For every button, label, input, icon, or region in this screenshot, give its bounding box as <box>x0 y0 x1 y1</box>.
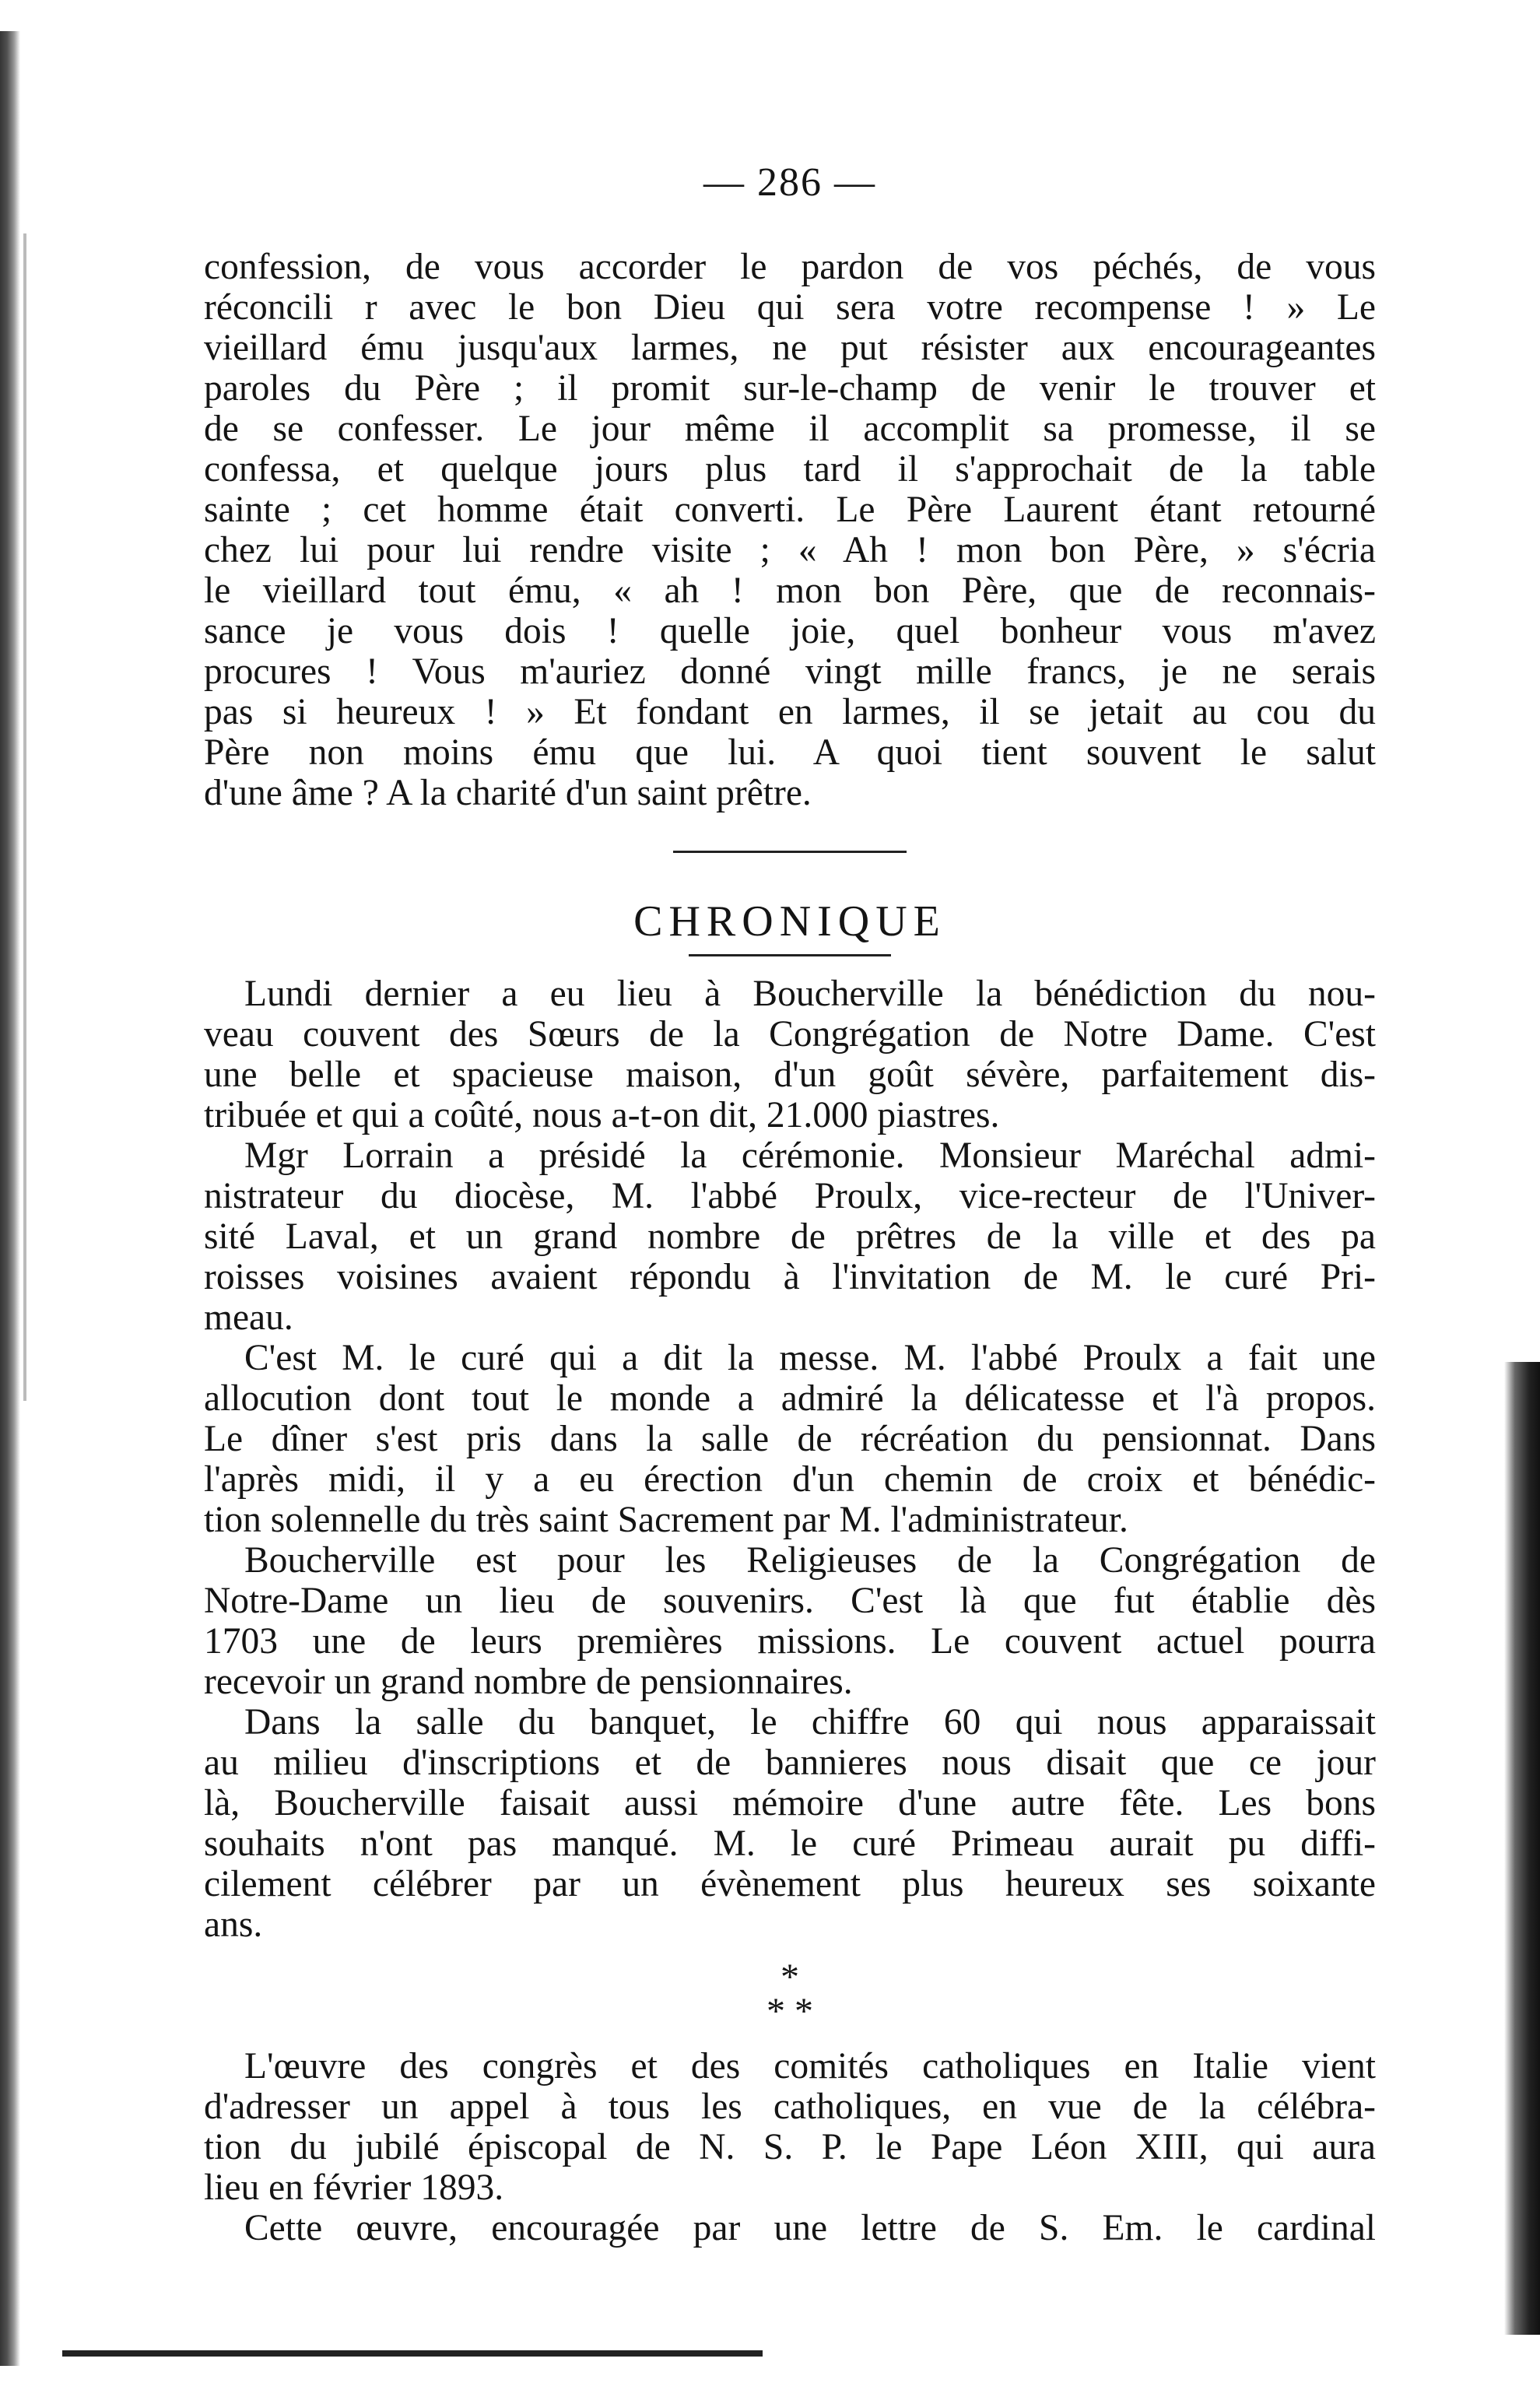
text-line: meau. <box>204 1297 293 1338</box>
text-line: 1703 une de leurs premières missions. Le couvent actuel pourra <box>204 1621 1376 1662</box>
scan-left-edge-shadow <box>0 31 20 2366</box>
text-line: sainte ; cet homme était converti. Le Père Laurent étant retourné <box>204 490 1376 530</box>
text-line: procures ! Vous m'auriez donné vingt mille francs, je ne serais <box>204 651 1376 692</box>
title-underline <box>689 954 891 956</box>
text-line: ans. <box>204 1904 263 1945</box>
text-line: réconcili r avec le bon Dieu qui sera votre recompense ! » Le <box>204 287 1376 328</box>
text-line: confessa, et quelque jours plus tard il s'approchait de la table <box>204 449 1376 490</box>
opening-paragraph <box>204 247 1376 813</box>
asterism-top: * <box>781 1957 799 1998</box>
chronicle-paragraph <box>204 974 1376 1135</box>
text-line: d'une âme ? A la charité d'un saint prêtre. <box>204 773 812 813</box>
news-paragraph <box>204 2208 1376 2248</box>
text-line: confession, de vous accorder le pardon de vos péchés, de vous <box>204 247 1376 287</box>
text-line: cilement célébrer par un évènement plus heureux ses soixante <box>204 1864 1376 1904</box>
chronicle-paragraph <box>204 1338 1376 1540</box>
text-line: tion du jubilé épiscopal de N. S. P. le Pape Léon XIII, qui aura <box>204 2127 1376 2167</box>
page-number: — 286 — <box>703 160 876 205</box>
news-paragraph <box>204 2046 1376 2208</box>
text-line: une belle et spacieuse maison, d'un goût sévère, parfaitement dis- <box>204 1055 1376 1095</box>
text-line: L'œuvre des congrès et des comités catholiques en Italie vient <box>244 2046 1376 2086</box>
text-line: lieu en février 1893. <box>204 2167 504 2208</box>
text-line: Le dîner s'est pris dans la salle de récréation du pensionnat. Dans <box>204 1419 1376 1459</box>
section-divider <box>673 851 907 853</box>
text-line: de se confesser. Le jour même il accomplit sa promesse, il se <box>204 409 1376 449</box>
chronicle-paragraph <box>204 1702 1376 1945</box>
text-line: Père non moins ému que lui. A quoi tient souvent le salut <box>204 732 1376 773</box>
chronicle-paragraph <box>204 1135 1376 1338</box>
text-line: vieillard ému jusqu'aux larmes, ne put résister aux encourageantes <box>204 328 1376 368</box>
scan-right-edge-shadow <box>1504 1362 1540 2335</box>
text-line: Mgr Lorrain a présidé la cérémonie. Monsieur Maréchal admi- <box>244 1135 1376 1176</box>
text-line: pas si heureux ! » Et fondant en larmes, il se jetait au cou du <box>204 692 1376 732</box>
text-line: là, Boucherville faisait aussi mémoire d'une autre fête. Les bons <box>204 1783 1376 1823</box>
text-line: au milieu d'inscriptions et de bannieres nous disait que ce jour <box>204 1743 1376 1783</box>
asterism-bottom: * * <box>766 1991 813 2032</box>
text-line: nistrateur du diocèse, M. l'abbé Proulx, vice-recteur de l'Univer- <box>204 1176 1376 1216</box>
text-line: d'adresser un appel à tous les catholiques, en vue de la célébra- <box>204 2086 1376 2127</box>
section-title: CHRONIQUE <box>633 897 946 946</box>
text-line: C'est M. le curé qui a dit la messe. M. l'abbé Proulx a fait une <box>244 1338 1376 1378</box>
text-line: Notre-Dame un lieu de souvenirs. C'est là que fut établie dès <box>204 1581 1376 1621</box>
text-line: Dans la salle du banquet, le chiffre 60 qui nous apparaissait <box>244 1702 1376 1743</box>
text-line: le vieillard tout ému, « ah ! mon bon Père, que de reconnais- <box>204 570 1376 611</box>
chronicle-paragraph <box>204 1540 1376 1702</box>
text-line: recevoir un grand nombre de pensionnaires. <box>204 1662 853 1702</box>
text-line: Lundi dernier a eu lieu à Boucherville la bénédiction du nou- <box>244 974 1376 1014</box>
text-line: chez lui pour lui rendre visite ; « Ah ! mon bon Père, » s'écria <box>204 530 1376 570</box>
page-body <box>204 160 1376 2248</box>
text-line: l'après midi, il y a eu érection d'un chemin de croix et bénédic- <box>204 1459 1376 1500</box>
text-line: allocution dont tout le monde a admiré la délicatesse et l'à propos. <box>204 1378 1376 1419</box>
text-line: sité Laval, et un grand nombre de prêtres de la ville et des pa <box>204 1216 1376 1257</box>
text-line: veau couvent des Sœurs de la Congrégation de Notre Dame. C'est <box>204 1014 1376 1055</box>
scan-bottom-rule <box>62 2350 763 2357</box>
text-line: sance je vous dois ! quelle joie, quel bonheur vous m'avez <box>204 611 1376 651</box>
text-line: paroles du Père ; il promit sur-le-champ de venir le trouver et <box>204 368 1376 409</box>
asterism-separator <box>204 1957 1376 2041</box>
text-line: Cette œuvre, encouragée par une lettre de S. Em. le cardinal <box>244 2208 1376 2248</box>
text-line: Boucherville est pour les Religieuses de la Congrégation de <box>244 1540 1376 1581</box>
text-line: souhaits n'ont pas manqué. M. le curé Primeau aurait pu diffi- <box>204 1823 1376 1864</box>
text-line: roisses voisines avaient répondu à l'invitation de M. le curé Pri- <box>204 1257 1376 1297</box>
scan-left-edge-line <box>23 233 26 1401</box>
text-line: tion solennelle du très saint Sacrement par M. l'administrateur. <box>204 1500 1128 1540</box>
text-line: tribuée et qui a coûté, nous a-t-on dit, 21.000 piastres. <box>204 1095 1000 1135</box>
